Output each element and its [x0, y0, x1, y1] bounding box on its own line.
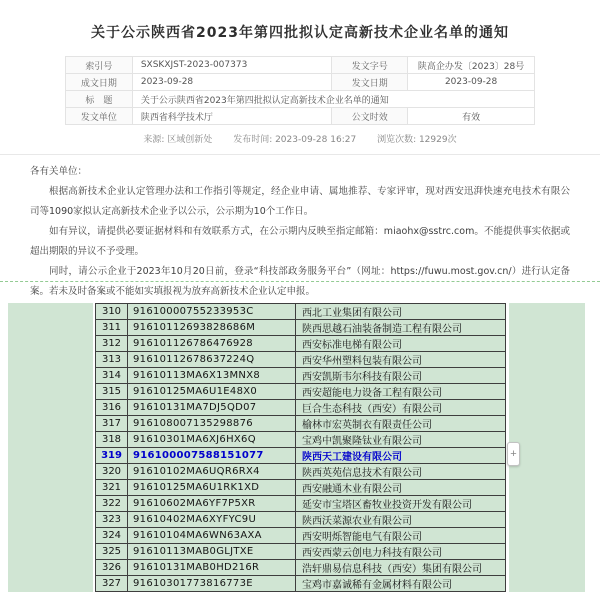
table-row	[96, 544, 506, 560]
cell-code: 916100007588151077	[128, 448, 296, 464]
meta-value-issuing-unit: 陕西省科学技术厅	[132, 108, 332, 125]
cell-no: 317	[96, 416, 128, 432]
cell-name: 宝鸡中凯聚隆钛业有限公司	[296, 432, 506, 448]
cell-name: 陕西思越石油装备制造工程有限公司	[296, 320, 506, 336]
expand-plus-button[interactable]: +	[507, 442, 520, 466]
meta-label-issuing-unit: 发文单位	[66, 108, 133, 125]
cell-code: 91610104MA6WN63AXA	[128, 528, 296, 544]
table-row	[96, 496, 506, 512]
cell-name: 西北工业集团有限公司	[296, 304, 506, 320]
cell-code: 91610602MA6YF7P5XR	[128, 496, 296, 512]
cell-name: 巨合生态科技（西安）有限公司	[296, 400, 506, 416]
meta-label-written-date: 成文日期	[66, 74, 133, 91]
cell-code: 91610000755233953C	[128, 304, 296, 320]
table-row	[96, 416, 506, 432]
table-row	[96, 336, 506, 352]
document-meta-table	[65, 56, 535, 125]
cell-code: 91610112678637224Q	[128, 352, 296, 368]
cell-no: 324	[96, 528, 128, 544]
cell-name: 西安超能电力设备工程有限公司	[296, 384, 506, 400]
table-row	[96, 576, 506, 592]
meta-row	[66, 91, 535, 108]
cell-code: 91610113MAB0GLJTXE	[128, 544, 296, 560]
publish-time: 发布时间: 2023-09-28 16:27	[233, 135, 357, 145]
meta-value-validity: 有效	[408, 108, 535, 125]
document-body	[0, 155, 600, 302]
cell-no: 310	[96, 304, 128, 320]
cell-no: 315	[96, 384, 128, 400]
body-paragraph: 如有异议，请提供必要证据材料和有效联系方式，在公示期内反映至指定邮箱：miaohx@sstrc.com。不能提供事实依据或超出期限的异议不予受理。	[30, 226, 570, 257]
cell-no: 319	[96, 448, 128, 464]
green-dashed-line	[0, 281, 600, 282]
cell-name: 西安华州塑料包装有限公司	[296, 352, 506, 368]
company-table	[95, 303, 506, 592]
page-title: 关于公示陕西省2023年第四批拟认定高新技术企业名单的通知	[91, 25, 509, 41]
cell-no: 316	[96, 400, 128, 416]
cell-code: 916108007135298876	[128, 416, 296, 432]
meta-label-doc-number: 发文字号	[332, 57, 408, 74]
cell-no: 325	[96, 544, 128, 560]
salutation: 各有关单位：	[30, 166, 88, 177]
cell-no: 318	[96, 432, 128, 448]
meta-value-issue-date: 2023-09-28	[408, 74, 535, 91]
cell-name: 西安明烁智能电气有限公司	[296, 528, 506, 544]
meta-value-written-date: 2023-09-28	[132, 74, 332, 91]
table-right-margin-cell	[509, 303, 585, 592]
cell-name: 榆林市宏英制衣有限责任公司	[296, 416, 506, 432]
cell-no: 311	[96, 320, 128, 336]
cell-code: 91610112693828686M	[128, 320, 296, 336]
cell-name: 陕西英苑信息技术有限公司	[296, 464, 506, 480]
table-row	[96, 368, 506, 384]
cell-code: 91610102MA6UQR6RX4	[128, 464, 296, 480]
cell-name: 西安凯斯韦尔科技有限公司	[296, 368, 506, 384]
source-origin: 来源: 区域创新处	[143, 135, 213, 145]
cell-no: 326	[96, 560, 128, 576]
cell-no: 321	[96, 480, 128, 496]
meta-row	[66, 57, 535, 74]
table-row	[96, 464, 506, 480]
meta-value-title: 关于公示陕西省2023年第四批拟认定高新技术企业名单的通知	[132, 91, 534, 108]
cell-name: 西安标准电梯有限公司	[296, 336, 506, 352]
meta-row	[66, 74, 535, 91]
body-paragraph: 根据高新技术企业认定管理办法和工作指引等规定，经企业申请、属地推荐、专家评审，现对西安迅湃快速充电技术有限公司等1090家拟认定高新技术企业予以公示，公示期为10个工作日。	[30, 186, 570, 217]
cell-no: 312	[96, 336, 128, 352]
table-row	[96, 512, 506, 528]
cell-no: 322	[96, 496, 128, 512]
meta-label-issue-date: 发文日期	[332, 74, 408, 91]
cell-no: 314	[96, 368, 128, 384]
meta-label-index: 索引号	[66, 57, 133, 74]
cell-code: 91610131MA7DJ5QD07	[128, 400, 296, 416]
company-table-body	[96, 304, 506, 592]
table-row	[96, 400, 506, 416]
cell-name: 西安西蒙云创电力科技有限公司	[296, 544, 506, 560]
cell-no: 327	[96, 576, 128, 592]
cell-code: 91610301MA6XJ6HX6Q	[128, 432, 296, 448]
view-count: 浏览次数: 12929次	[377, 135, 457, 145]
company-list-overlay	[8, 303, 585, 592]
cell-code: 91610113MA6X13MNX8	[128, 368, 296, 384]
table-left-margin-cell	[8, 303, 93, 592]
cell-code: 91610125MA6U1E48X0	[128, 384, 296, 400]
table-row	[96, 528, 506, 544]
meta-row	[66, 108, 535, 125]
table-row	[96, 432, 506, 448]
cell-no: 313	[96, 352, 128, 368]
cell-name: 浩轩鼎易信息科技（西安）集团有限公司	[296, 560, 506, 576]
table-row	[96, 320, 506, 336]
cell-code: 91610131MAB0HD216R	[128, 560, 296, 576]
cell-name: 西安融通木业有限公司	[296, 480, 506, 496]
meta-label-title: 标 题	[66, 91, 133, 108]
meta-label-validity: 公文时效	[332, 108, 408, 125]
table-row	[96, 448, 506, 464]
cell-name: 宝鸡市嘉诚稀有金属材料有限公司	[296, 576, 506, 592]
body-paragraph: 同时，请公示企业于2023年10月20日前，登录“科技部政务服务平台”（网址：https://fuwu.most.gov.cn/）进行认定备案。若未及时备案或不能如实填报视为放弃高新技术企业认定申报。	[30, 266, 570, 297]
cell-code: 91610301773816773E	[128, 576, 296, 592]
table-row	[96, 560, 506, 576]
cell-name: 延安市宝塔区畜牧业投资开发有限公司	[296, 496, 506, 512]
table-row	[96, 480, 506, 496]
cell-no: 323	[96, 512, 128, 528]
table-row	[96, 304, 506, 320]
source-line	[0, 132, 600, 145]
cell-code: 91610402MA6XYFYC9U	[128, 512, 296, 528]
meta-value-index: SXSKXJST-2023-007373	[132, 57, 332, 74]
table-row	[96, 384, 506, 400]
cell-code: 916101126786476928	[128, 336, 296, 352]
cell-no: 320	[96, 464, 128, 480]
cell-name: 陕西沃菜源农业有限公司	[296, 512, 506, 528]
cell-code: 91610125MA6U1RK1XD	[128, 480, 296, 496]
table-row	[96, 352, 506, 368]
meta-value-doc-number: 陕高企办发〔2023〕28号	[408, 57, 535, 74]
cell-name: 陕西天工建设有限公司	[296, 448, 506, 464]
